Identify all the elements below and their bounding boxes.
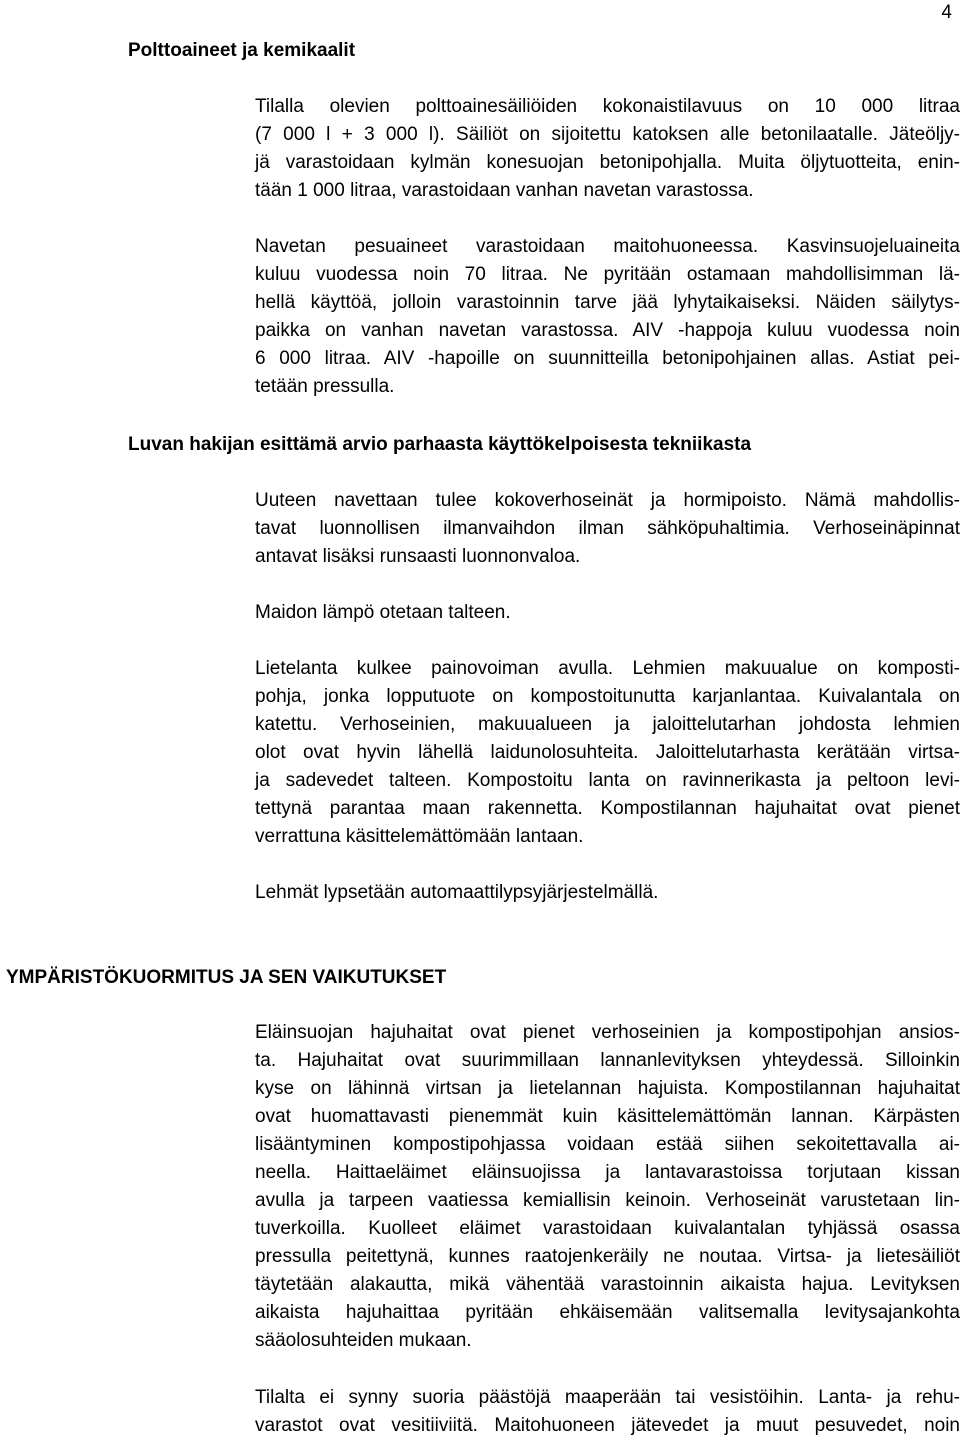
paragraph bbox=[255, 233, 960, 401]
text-line: jä varastoidaan kylmän konesuojan betonipohjalla. Muita öljytuotteita, enin- bbox=[255, 152, 960, 173]
text-line: antavat lisäksi runsaasti luonnonvaloa. bbox=[255, 546, 581, 567]
text-line: ta. Hajuhaitat ovat suurimmillaan lannanlevityksen yhteydessä. Silloinkin bbox=[255, 1050, 960, 1071]
paragraph bbox=[255, 487, 960, 571]
text-line: olot ovat hyvin lähellä laidunolosuhteita. Jaloittelutarhasta kerätään virtsa- bbox=[255, 742, 960, 763]
text-line: ovat huomattavasti pienemmät kuin käsittelemättömän lannan. Kärpästen bbox=[255, 1106, 960, 1127]
text-line: täytetään alakautta, mikä vähentää varastoinnin aikaista hajua. Levityksen bbox=[255, 1274, 960, 1295]
page-number: 4 bbox=[941, 2, 952, 23]
text-line: aikaista hajuhaittaa pyritään ehkäisemään valitsemalla levitysajankohta bbox=[255, 1302, 960, 1323]
text-line: hellä käyttöä, jolloin varastoinnin tarve jää lyhytaikaiseksi. Näiden säilytys- bbox=[255, 292, 960, 313]
text-line: sääolosuhteiden mukaan. bbox=[255, 1330, 472, 1351]
text-line: 6 000 litraa. AIV -hapoille on suunnitteilla betonipohjainen allas. Astiat pei- bbox=[255, 348, 960, 369]
text-line: tettynä parantaa maan rakennetta. Kompostilannan hajuhaitat ovat pienet bbox=[255, 798, 960, 819]
section-heading-environmental-load: YMPÄRISTÖKUORMITUS JA SEN VAIKUTUKSET bbox=[6, 967, 447, 988]
paragraph bbox=[255, 93, 960, 205]
section-heading-best-technique: Luvan hakijan esittämä arvio parhaasta käyttökelpoisesta tekniikasta bbox=[128, 434, 752, 455]
text-line: avulla ja tarpeen vaatiessa kemiallisin keinoin. Verhoseinät varustetaan lin- bbox=[255, 1190, 960, 1211]
text-line: tään 1 000 litraa, varastoidaan vanhan navetan varastossa. bbox=[255, 180, 754, 201]
paragraph bbox=[255, 599, 960, 627]
paragraph bbox=[255, 1384, 960, 1440]
text-line: pressulla peitettynä, kunnes raatojenkeräily ne noutaa. Virtsa- ja lietesäiliöt bbox=[255, 1246, 960, 1267]
text-line: pohja, jonka lopputuote on kompostoitunutta karjanlantaa. Kuivalantala on bbox=[255, 686, 960, 707]
text-line: ja sadevedet talteen. Kompostoitu lanta on ravinnerikasta ja peltoon levi- bbox=[255, 770, 960, 791]
text-line: paikka on vanhan navetan varastossa. AIV -happoja kuluu vuodessa noin bbox=[255, 320, 960, 341]
text-line: Lietelanta kulkee painovoiman avulla. Lehmien makuualue on komposti- bbox=[255, 658, 960, 679]
text-line: Uuteen navettaan tulee kokoverhoseinät ja hormipoisto. Nämä mahdollis- bbox=[255, 490, 960, 511]
text-line: Lehmät lypsetään automaattilypsyjärjestelmällä. bbox=[255, 882, 659, 903]
section-heading-fuels: Polttoaineet ja kemikaalit bbox=[128, 40, 356, 61]
text-line: kuluu vuodessa noin 70 litraa. Ne pyritään ostamaan mahdollisimman lä- bbox=[255, 264, 960, 285]
text-line: Navetan pesuaineet varastoidaan maitohuoneessa. Kasvinsuojeluaineita bbox=[255, 236, 960, 257]
paragraph bbox=[255, 1019, 960, 1355]
text-line: tuverkoilla. Kuolleet eläimet varastoidaan kuivalantalan tyhjässä osassa bbox=[255, 1218, 960, 1239]
text-line: Maidon lämpö otetaan talteen. bbox=[255, 602, 511, 623]
text-line: neella. Haittaeläimet eläinsuojissa ja lantavarastoissa torjutaan kissan bbox=[255, 1162, 960, 1183]
text-line: Tilalla olevien polttoainesäiliöiden kokonaistilavuus on 10 000 litraa bbox=[255, 96, 960, 117]
text-line: verrattuna käsittelemättömään lantaan. bbox=[255, 826, 584, 847]
text-line: tavat luonnollisen ilmanvaihdon ilman sähköpuhaltimia. Verhoseinäpinnat bbox=[255, 518, 960, 539]
text-line: tetään pressulla. bbox=[255, 376, 395, 397]
text-line: katettu. Verhoseinien, makuualueen ja jaloittelutarhan johdosta lehmien bbox=[255, 714, 960, 735]
paragraph bbox=[255, 655, 960, 851]
text-line: Tilalta ei synny suoria päästöjä maaperään tai vesistöihin. Lanta- ja rehu- bbox=[255, 1387, 960, 1408]
text-line: kyse on lähinnä virtsan ja lietelannan hajuista. Kompostilannan hajuhaitat bbox=[255, 1078, 960, 1099]
text-line: Eläinsuojan hajuhaitat ovat pienet verhoseinien ja kompostipohjan ansios- bbox=[255, 1022, 960, 1043]
text-line: (7 000 l + 3 000 l). Säiliöt on sijoitettu katoksen alle betonilaatalle. Jäteöljy- bbox=[255, 124, 960, 145]
text-line: lisääntyminen kompostipohjassa voidaan estää siihen sekoitettavalla ai- bbox=[255, 1134, 960, 1155]
paragraph bbox=[255, 879, 960, 907]
text-line: varastot ovat vesitiiviitä. Maitohuoneen jätevedet ja muut pesuvedet, noin bbox=[255, 1415, 960, 1436]
